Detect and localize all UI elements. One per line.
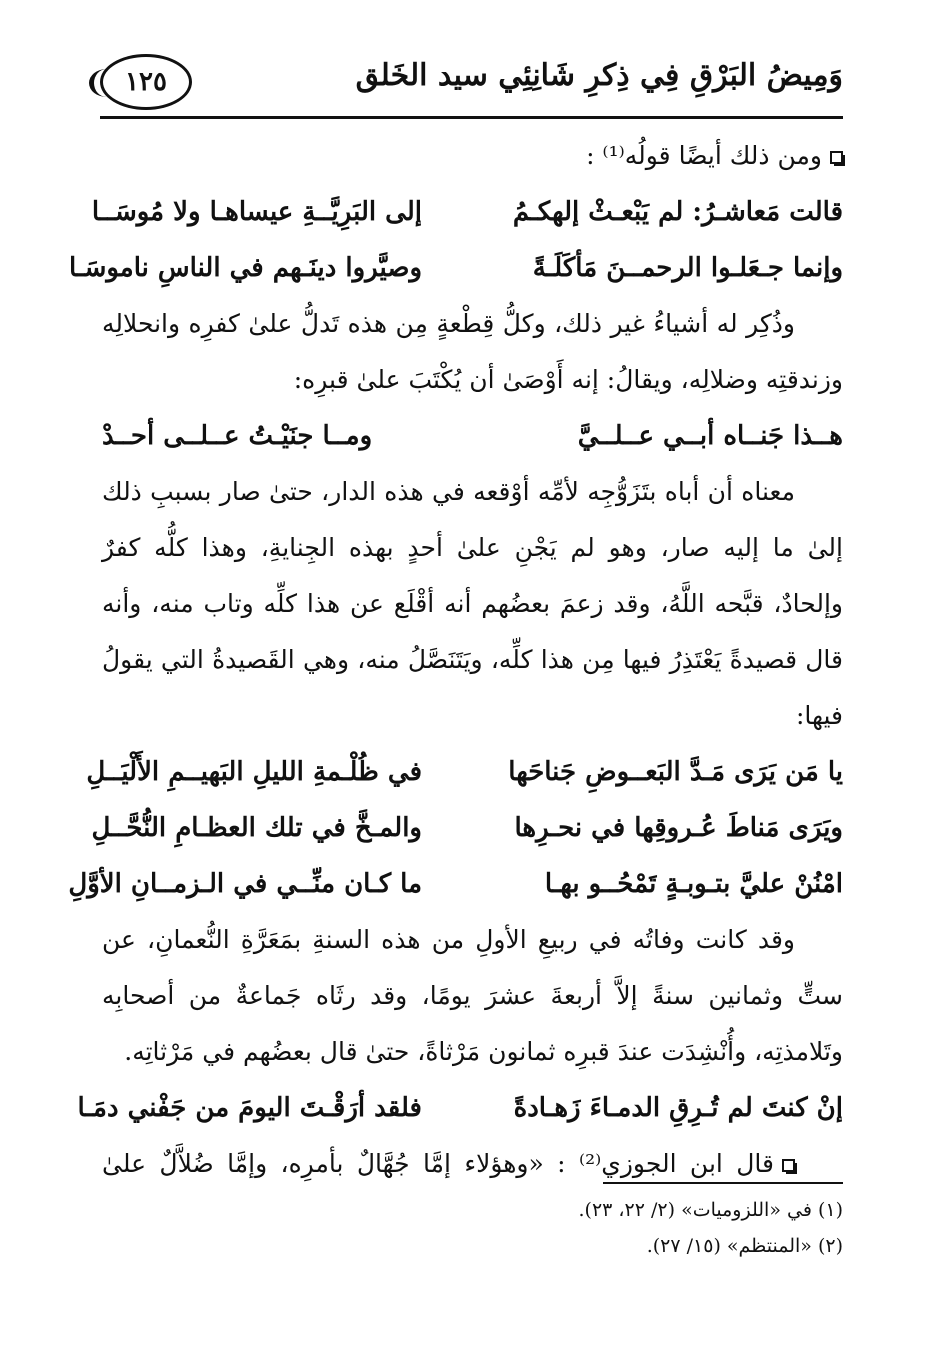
text-line (102, 576, 843, 632)
footnote: (١) في «اللزوميات» (٢/ ٢٢، ٢٣). (578, 1199, 843, 1221)
line-text: وقد كانت وفاتُه في ربيعِ الأولِ من هذه السنةِ بمَعَرَّةِ النُّعمانِ، عن (102, 925, 795, 954)
running-title: وَمِيضُ البَرْقِ فِي ذِكرِ شَانِئِي سيد الخَلق (355, 58, 843, 93)
verse-second-hemistich: إلى البَرِيَّــةِ عيساهـا ولا مُوسَــا (91, 197, 422, 227)
verse-second-hemistich: وصيَّروا دينَـهم في الناسِ ناموسَـا (69, 253, 422, 283)
text-line (102, 464, 843, 520)
header-rule (100, 116, 843, 119)
text-line (102, 912, 843, 968)
text-line (102, 968, 843, 1024)
line-text: إلىٰ ما إليه صار، وهو لم يَجْنِ علىٰ أحدٍ بهذه الجِنايةِ، وهذا كلُّه كفرٌ (102, 533, 843, 562)
text-line (102, 632, 843, 688)
line-text: قال ابن الجوزي⁽²⁾ : «وهؤلاء إمَّا جُهَّالٌ بأمرِه، وإمَّا ضُلاَّلٌ علىٰ (102, 1149, 774, 1178)
verse-first-hemistich: وإنما جـعَلـوا الرحمــنَ مَأكَلَـةً (532, 253, 843, 283)
line-text: وذُكِر له أشياءُ غير ذلك، وكلُّ قِطْعةٍ مِن هذه تَدلُّ علىٰ كفرِه وانحلالِه (102, 309, 795, 338)
page-number: ١٢٥ (125, 67, 167, 97)
text-line (102, 296, 843, 352)
verse-second-hemistich: ما كـان منِّــي في الـزمــانِ الأوَّلِ (68, 869, 422, 899)
line-text: معناه أن أباه بتَزَوُّجِه لأمِّه أوْقعه في هذه الدار، حتىٰ صار بسببِ ذلك (102, 477, 795, 506)
text-line (102, 352, 843, 408)
square-marker-icon (830, 151, 843, 164)
verse-line (91, 184, 843, 240)
footnote-rule (603, 1182, 843, 1184)
line-text: وتَلامذتِه، وأُنْشِدَت عندَ قبرِه ثمانون مَرْثاةً، حتىٰ قال بعضُهم في مَرْثاتِه. (124, 1037, 843, 1066)
verse-line (86, 744, 843, 800)
text-line (102, 1024, 843, 1080)
verse-second-hemistich: ومــا جنَيْـتُ عــلــى أحــدْ (102, 421, 373, 451)
text-line (102, 128, 843, 184)
text-line (102, 520, 843, 576)
line-text: ستٍّ وثمانين سنةً إلاَّ أربعةَ عشرَ يومًا، وقد رثَاه جَماعةٌ من أصحابِه (102, 981, 843, 1010)
line-text: وزندقتِه وضلالِه، ويقالُ: إنه أَوْصَىٰ أن يُكْتَبَ علىٰ قبرِه: (293, 365, 843, 394)
verse-first-hemistich: إنْ كنتَ لم تُـرِقِ الدمـاءَ زَهـادةً (513, 1093, 843, 1123)
footnote: (٢) «المنتظم» (١٥/ ٢٧). (646, 1235, 843, 1257)
verse-line (91, 800, 843, 856)
verse-line (69, 240, 843, 296)
line-text: فيها: (795, 701, 843, 730)
line-text: ومن ذلك أيضًا قولُه⁽¹⁾ : (586, 141, 822, 170)
page-body (68, 128, 843, 1192)
verse-first-hemistich: ويَرَى مَناطَ عُـروقِها في نحـرِها (514, 813, 843, 843)
verse-second-hemistich: والمـخَّ في تلك العظـامِ النُّحَّــلِ (91, 813, 422, 843)
verse-line (68, 856, 843, 912)
verse-line (77, 1080, 843, 1136)
square-marker-icon (782, 1159, 795, 1172)
page-number-badge (100, 54, 192, 110)
verse-first-hemistich: امْنُنْ عليَّ بتـوبـةٍ تَمْحُــو بهـا (544, 869, 843, 899)
verse-first-hemistich: هــذا جَنــاه أبــي عــلــيَّ (577, 421, 843, 451)
page-header (100, 52, 843, 124)
verse-second-hemistich: فلقد أرَقْـتَ اليومَ من جَفْني دمَـا (77, 1093, 422, 1123)
line-text: قال قصيدةً يَعْتَذِرُ فيها مِن هذا كلِّه، ويَتَنَصَّلُ منه، وهي القَصيدةُ التي يقولُ (102, 645, 843, 674)
text-line (102, 688, 843, 744)
verse-line (102, 408, 843, 464)
verse-first-hemistich: قالت مَعاشـرُ: لم يَبْعـثْ إلهكـمُ (512, 197, 843, 227)
line-text: وإلحادٌ، قبَّحه اللَّهُ، وقد زعمَ بعضُهم أنه أقْلَع عن هذا كلِّه وتاب منه، وأنه (102, 589, 843, 618)
footnotes (102, 1192, 843, 1264)
verse-first-hemistich: يا مَن يَرَى مَـدَّ البَعــوضِ جَناحَها (508, 757, 843, 787)
verse-second-hemistich: في ظُلْـمةِ الليلِ البَهيــمِ الأَلْيَــلِ (86, 757, 422, 787)
